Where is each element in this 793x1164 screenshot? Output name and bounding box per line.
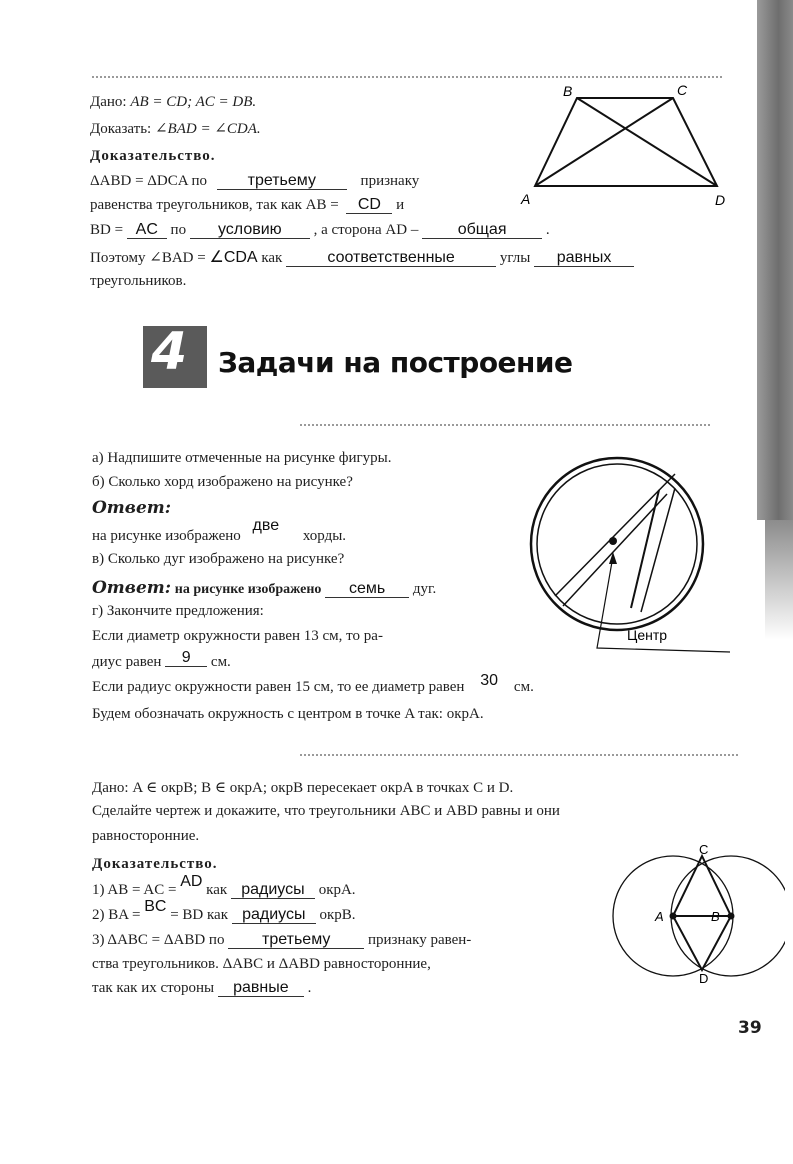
text: см. [210, 654, 231, 670]
text: признаку [360, 173, 420, 189]
fill-chords[interactable]: две [252, 517, 280, 534]
chord-long [555, 474, 675, 596]
text: = BD как [170, 907, 229, 923]
page-edge-strip-fade [765, 520, 793, 640]
fill-diameter[interactable]: 30 [480, 672, 499, 689]
chord-short [631, 490, 659, 608]
point-b [728, 913, 735, 920]
label-a-bottom: A [655, 909, 664, 924]
fill-bc[interactable]: BC [144, 898, 167, 915]
text: , а сторона AD – [313, 222, 419, 238]
text: ΔABD = ΔDCA по [90, 173, 208, 189]
section-title: Задачи на построение [218, 346, 573, 379]
text: и [396, 197, 405, 213]
circle-inner [537, 464, 697, 624]
text: см. [513, 679, 534, 695]
given-line [90, 94, 256, 111]
bottom-proof-2 [92, 898, 356, 924]
text: Если радиус окружности равен 15 см, то ее диаметр равен [92, 679, 465, 695]
diameter-line [563, 494, 667, 606]
circle-figure [515, 448, 740, 658]
text: так как их стороны [92, 980, 215, 996]
answer-line-2 [92, 578, 436, 598]
text: 3) ΔABC = ΔABD по [92, 932, 225, 948]
text: дуг. [412, 581, 437, 597]
text: BD = [90, 222, 124, 238]
label-a: A [521, 191, 531, 207]
fill-corresponding[interactable]: соответственные [286, 250, 496, 267]
center-label: Центр [627, 627, 668, 643]
page-edge-strip [757, 0, 793, 520]
fill-criterion-2[interactable]: третьему [228, 932, 364, 949]
answer-line-1 [92, 517, 347, 545]
bottom-proof-1 [92, 873, 356, 899]
prove-line [90, 119, 261, 138]
label-b: B [563, 83, 573, 99]
sentence-1a: Если диаметр окружности равен 13 см, то ра- [92, 628, 383, 644]
trapezoid-figure [505, 78, 745, 213]
text: Поэтому ∠BAD = [90, 250, 206, 266]
given-text: AB = CD; AC = DB. [130, 94, 257, 110]
fill-equal-sides[interactable]: равные [218, 980, 304, 997]
proof-heading-bottom: Доказательство. [92, 856, 218, 872]
text: как [261, 250, 283, 266]
text: окрB. [319, 907, 356, 923]
center-point [609, 537, 617, 545]
fill-angle[interactable]: ∠CDA [209, 249, 258, 266]
fill-ad[interactable]: AD [180, 873, 203, 890]
task-a [92, 450, 392, 467]
bottom-instruction-2: равносторонние. [92, 828, 200, 844]
text: . [307, 980, 312, 996]
sentence-2 [92, 672, 534, 696]
proof-line-5: треугольников. [90, 273, 187, 289]
text: 2) BA = [92, 907, 141, 923]
rhombus [673, 856, 731, 970]
text: как [206, 882, 228, 898]
text: диус равен [92, 654, 162, 670]
label-d-bottom: D [699, 971, 709, 986]
proof-line-1 [90, 173, 419, 190]
prove-label: Доказать: [90, 121, 152, 137]
fill-reason[interactable]: условию [190, 222, 310, 239]
bottom-proof-3 [92, 932, 471, 949]
circle-outer [531, 458, 703, 630]
text: окрA. [318, 882, 356, 898]
bottom-instruction: Сделайте чертеж и докажите, что треугольники ABC и ABD равны и они [92, 803, 560, 819]
task-g: г) Закончите предложения: [92, 603, 264, 619]
text: . [545, 222, 550, 238]
answer-label-1: Ответ: [92, 498, 172, 518]
text: 1) AB = AC = [92, 882, 177, 898]
text: а) Надпишите отмеченные на рисунке фигуры. [92, 450, 392, 466]
two-circles-figure [605, 840, 785, 990]
fill-equal[interactable]: равных [534, 250, 634, 267]
proof-line-3 [90, 222, 550, 239]
fill-radii-2[interactable]: радиусы [232, 907, 316, 924]
text: Ответ: [92, 578, 172, 598]
proof-line-2 [90, 197, 404, 214]
bottom-given: Дано: A ∈ окрB; B ∈ окрA; окрB пересекает окрA в точках C и D. [92, 780, 514, 796]
point-a [670, 913, 677, 920]
text: на рисунке изображено [174, 582, 322, 597]
section-divider [300, 424, 710, 426]
bottom-proof-5 [92, 980, 311, 997]
label-c-bottom: C [699, 842, 709, 857]
proof-line-4 [90, 247, 634, 267]
fill-radius[interactable]: 9 [165, 650, 207, 667]
text: углы [499, 250, 531, 266]
trapezoid-shape [535, 98, 717, 186]
bottom-divider [300, 754, 738, 756]
fill-side[interactable]: CD [346, 197, 392, 214]
label-d: D [715, 192, 726, 208]
label-b-bottom: B [711, 909, 720, 924]
fill-common[interactable]: общая [422, 222, 542, 239]
page-number: 39 [738, 1018, 762, 1038]
prove-text: ∠BAD = ∠CDA. [154, 121, 261, 137]
given-label: Дано: [90, 94, 127, 110]
task-b: б) Сколько хорд изображено на рисунке? [92, 474, 353, 490]
chord-short-2 [641, 488, 675, 612]
text: равенства треугольников, так как AB = [90, 197, 339, 213]
bottom-proof-4: ства треугольников. ΔABC и ΔABD равносторонние, [92, 956, 431, 972]
task-v: в) Сколько дуг изображено на рисунке? [92, 551, 345, 567]
sentence-1b [92, 649, 231, 671]
fill-criterion[interactable]: третьему [217, 173, 347, 190]
fill-arcs[interactable]: семь [325, 581, 409, 598]
section-number: 4 [151, 322, 188, 382]
fill-side-2[interactable]: AC [127, 222, 167, 239]
text: признаку равен- [367, 932, 472, 948]
sentence-3: Будем обозначать окружность с центром в точке A так: окрA. [92, 706, 484, 722]
label-c: C [677, 82, 688, 98]
text: на рисунке изображено [92, 528, 241, 544]
text: хорды. [302, 528, 347, 544]
proof-heading-top: Доказательство. [90, 148, 216, 164]
fill-radii-1[interactable]: радиусы [231, 882, 315, 899]
text: по [170, 222, 187, 238]
